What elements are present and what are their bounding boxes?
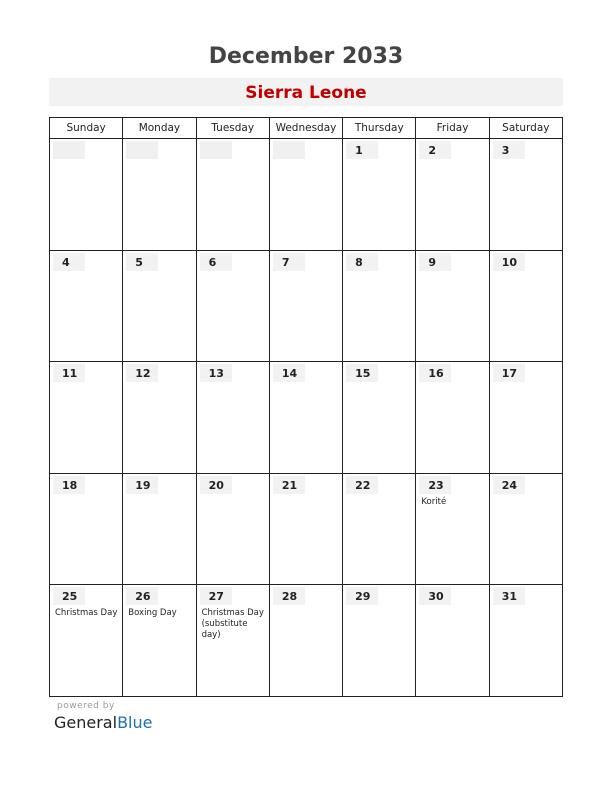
day-number: 12 — [126, 364, 158, 382]
country-name: Sierra Leone — [245, 83, 367, 103]
day-number: 7 — [273, 253, 305, 271]
calendar-grid — [49, 117, 563, 697]
day-number: 28 — [273, 587, 305, 605]
day-cell — [50, 251, 123, 362]
weekday-thursday: Thursday — [343, 118, 416, 138]
empty-day-marker — [200, 141, 232, 159]
week-row — [50, 474, 562, 586]
day-cell — [197, 362, 270, 473]
day-cell — [416, 139, 489, 250]
day-number: 29 — [346, 587, 378, 605]
day-number: 18 — [53, 476, 85, 494]
country-banner — [49, 78, 563, 106]
day-number: 21 — [273, 476, 305, 494]
weekday-tuesday: Tuesday — [197, 118, 270, 138]
week-row — [50, 585, 562, 697]
day-number: 11 — [53, 364, 85, 382]
day-number: 8 — [346, 253, 378, 271]
day-cell — [123, 139, 196, 250]
day-cell — [416, 251, 489, 362]
day-cell — [50, 139, 123, 250]
day-number: 23 — [419, 476, 451, 494]
day-cell — [343, 474, 416, 585]
day-cell — [50, 474, 123, 585]
logo-text-general: General — [54, 713, 118, 732]
day-cell — [270, 362, 343, 473]
day-number: 15 — [346, 364, 378, 382]
empty-day-marker — [273, 141, 305, 159]
day-cell — [490, 585, 562, 697]
powered-by-label: powered by — [57, 701, 115, 711]
day-cell — [416, 585, 489, 697]
day-cell — [197, 585, 270, 697]
day-number: 26 — [126, 587, 158, 605]
day-number: 19 — [126, 476, 158, 494]
calendar-weeks — [50, 139, 562, 697]
weekday-saturday: Saturday — [502, 122, 550, 134]
day-number: 27 — [200, 587, 232, 605]
empty-day-marker — [126, 141, 158, 159]
holiday-label: Korité — [421, 496, 447, 507]
logo-text-blue: Blue — [117, 713, 153, 732]
day-cell — [343, 139, 416, 250]
day-number: 10 — [493, 253, 525, 271]
day-cell — [197, 251, 270, 362]
week-row — [50, 139, 562, 251]
day-cell — [270, 251, 343, 362]
day-cell — [123, 585, 196, 697]
holiday-label: Christmas Day — [55, 608, 118, 619]
day-cell — [270, 474, 343, 585]
day-number: 25 — [53, 587, 85, 605]
day-cell — [416, 474, 489, 585]
day-cell — [50, 585, 123, 697]
day-cell — [50, 362, 123, 473]
holiday-label: Christmas Day (substitute day) — [201, 608, 264, 641]
day-cell — [490, 251, 562, 362]
day-cell — [123, 474, 196, 585]
day-number: 20 — [200, 476, 232, 494]
day-number: 16 — [419, 364, 451, 382]
day-number: 13 — [200, 364, 232, 382]
day-number: 9 — [419, 253, 451, 271]
day-number: 14 — [273, 364, 305, 382]
day-cell — [123, 362, 196, 473]
weekday-sunday: Sunday — [50, 118, 123, 138]
day-cell — [490, 139, 562, 250]
weekday-header-row — [50, 118, 562, 139]
day-cell — [343, 585, 416, 697]
day-number: 4 — [53, 253, 85, 271]
day-cell — [416, 362, 489, 473]
day-number: 2 — [419, 141, 451, 159]
day-cell — [490, 474, 562, 585]
day-cell — [270, 139, 343, 250]
day-number: 30 — [419, 587, 451, 605]
day-cell — [197, 139, 270, 250]
day-number: 22 — [346, 476, 378, 494]
day-number: 31 — [493, 587, 525, 605]
day-number: 17 — [493, 364, 525, 382]
day-number: 24 — [493, 476, 525, 494]
day-cell — [197, 474, 270, 585]
weekday-monday: Monday — [123, 118, 196, 138]
generalblue-logo[interactable] — [54, 713, 152, 732]
holiday-label: Boxing Day — [128, 608, 177, 619]
day-number: 5 — [126, 253, 158, 271]
day-cell — [270, 585, 343, 697]
day-number: 3 — [493, 141, 525, 159]
empty-day-marker — [53, 141, 85, 159]
page-title: December 2033 — [208, 44, 404, 69]
day-cell — [123, 251, 196, 362]
day-cell — [343, 362, 416, 473]
day-number: 6 — [200, 253, 232, 271]
day-cell — [343, 251, 416, 362]
day-cell — [490, 362, 562, 473]
weekday-wednesday: Wednesday — [270, 118, 343, 138]
week-row — [50, 362, 562, 474]
week-row — [50, 251, 562, 363]
day-number: 1 — [346, 141, 378, 159]
weekday-friday: Friday — [416, 118, 489, 138]
